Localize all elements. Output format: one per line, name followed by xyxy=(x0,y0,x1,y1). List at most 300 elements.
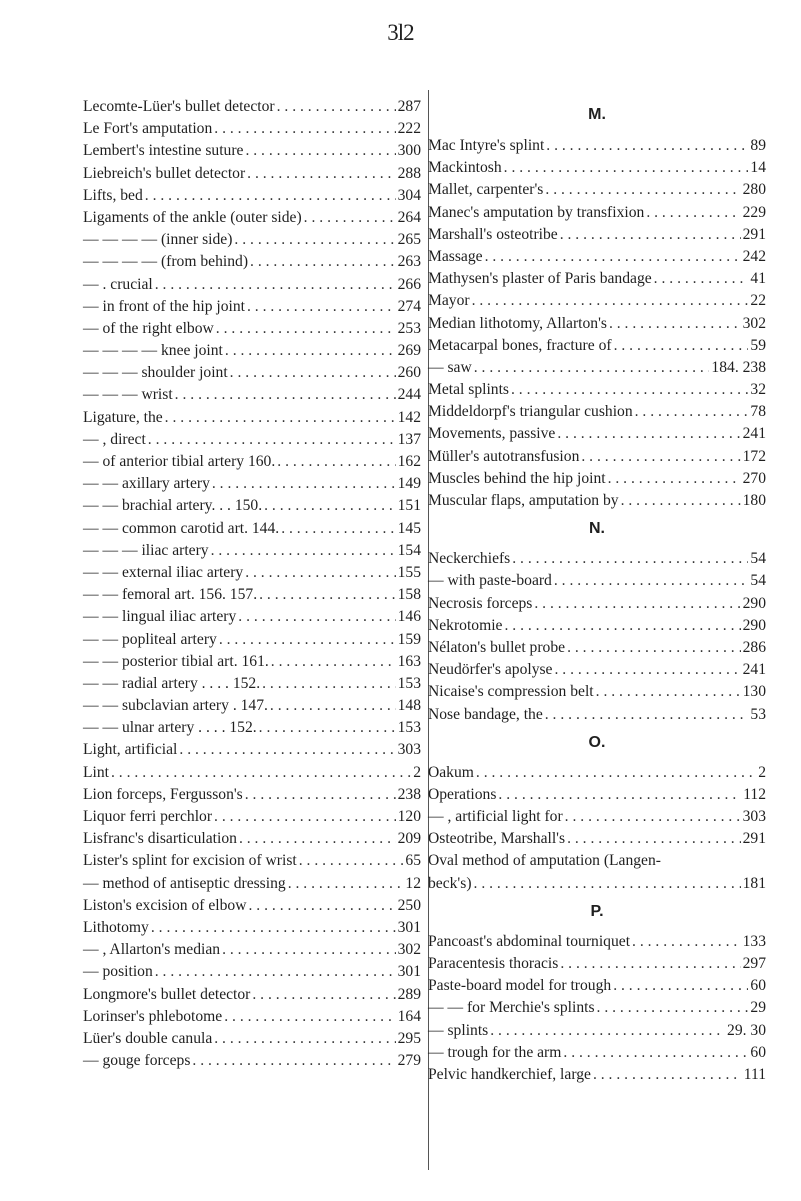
index-entry xyxy=(83,207,421,229)
dot-leader xyxy=(560,224,741,246)
index-page-ref: 250 xyxy=(397,896,421,914)
index-term: — of the right elbow xyxy=(83,319,214,337)
index-entry xyxy=(83,584,421,606)
index-term: — , Allarton's median xyxy=(83,941,221,959)
index-term: Middeldorpf's triangular cushion xyxy=(428,403,633,421)
index-entry xyxy=(83,828,421,850)
index-entry xyxy=(428,1064,766,1086)
index-entry xyxy=(83,895,421,917)
dot-leader xyxy=(264,495,395,517)
index-page-ref: 54 xyxy=(750,550,766,568)
index-entry xyxy=(428,873,766,895)
dot-leader xyxy=(192,1050,395,1072)
index-page-ref: 280 xyxy=(742,181,766,199)
index-entry xyxy=(83,917,421,939)
dot-leader xyxy=(247,296,396,318)
dot-leader xyxy=(271,651,396,673)
index-term: Lüer's double canula xyxy=(83,1029,213,1047)
index-entry xyxy=(428,637,766,659)
page-number: 3l2 xyxy=(387,20,414,45)
index-term: Mathysen's plaster of Paris bandage xyxy=(428,270,652,288)
index-page-ref: 142 xyxy=(397,408,421,426)
dot-leader xyxy=(238,606,395,628)
index-entry xyxy=(428,313,766,335)
index-term: Oval method of amputation (Langen- xyxy=(428,852,661,870)
index-entry xyxy=(83,274,421,296)
index-entry xyxy=(83,384,421,406)
dot-leader xyxy=(239,828,396,850)
index-page-ref: 264 xyxy=(397,208,421,226)
index-term: — splints xyxy=(428,1021,489,1039)
index-entry xyxy=(428,401,766,423)
index-term: Paracentesis thoracis xyxy=(428,955,559,972)
index-entry xyxy=(428,953,766,975)
index-term: — — external iliac artery xyxy=(83,563,244,581)
section-letter-heading: N. xyxy=(589,520,605,538)
dot-leader xyxy=(646,202,740,224)
dot-leader xyxy=(245,784,396,806)
dot-leader xyxy=(545,704,749,726)
dot-leader xyxy=(252,984,395,1006)
dot-leader xyxy=(288,873,404,895)
index-page-ref: 297 xyxy=(742,955,766,972)
index-entry xyxy=(428,157,766,179)
index-entry xyxy=(428,997,766,1019)
index-entry xyxy=(428,290,766,312)
dot-leader xyxy=(245,562,395,584)
dot-leader xyxy=(534,593,740,615)
index-entry xyxy=(83,229,421,251)
index-page-ref: 304 xyxy=(397,186,421,204)
index-term: Neckerchiefs xyxy=(428,550,511,568)
dot-leader xyxy=(635,401,749,423)
index-term: Movements, passive xyxy=(428,425,556,443)
index-entry xyxy=(83,850,421,872)
index-entry xyxy=(428,931,766,953)
index-term: Paste-board model for trough xyxy=(428,977,612,995)
dot-leader xyxy=(581,446,740,468)
index-page-ref: 301 xyxy=(397,963,421,981)
index-term: Metacarpal bones, fracture of xyxy=(428,336,612,354)
index-term: — saw xyxy=(428,358,472,376)
index-term: Nélaton's bullet probe xyxy=(428,638,566,656)
dot-leader xyxy=(609,313,741,335)
index-page-ref: 260 xyxy=(397,364,421,382)
dot-leader xyxy=(111,762,411,784)
index-page-ref: 29. 30 xyxy=(727,1021,766,1039)
index-entry xyxy=(428,704,766,726)
index-entry xyxy=(83,806,421,828)
index-page-ref: 270 xyxy=(742,469,766,487)
index-term: Lisfranc's disarticulation xyxy=(83,830,237,848)
index-entry xyxy=(428,423,766,445)
index-entry xyxy=(83,451,421,473)
dot-leader xyxy=(560,953,740,975)
index-page-ref: 290 xyxy=(742,594,766,612)
dot-leader xyxy=(225,340,396,362)
dot-leader xyxy=(621,490,741,512)
dot-leader xyxy=(155,961,396,983)
dot-leader xyxy=(277,96,396,118)
index-page-ref: 164 xyxy=(397,1007,421,1025)
dot-leader xyxy=(216,318,396,340)
index-term: — , direct xyxy=(83,430,146,448)
index-entry xyxy=(83,651,421,673)
index-entry xyxy=(83,340,421,362)
index-page-ref: 153 xyxy=(397,719,421,737)
index-term: — — lingual iliac artery xyxy=(83,608,237,626)
index-page-ref: 279 xyxy=(397,1052,421,1070)
dot-leader xyxy=(632,931,741,953)
index-term: — — for Merchie's splints xyxy=(428,999,595,1017)
dot-leader xyxy=(250,251,396,273)
index-term: Mackintosh xyxy=(428,159,502,177)
index-page-ref: 32 xyxy=(750,381,766,399)
dot-leader xyxy=(557,423,740,445)
index-entry xyxy=(83,562,421,584)
dot-leader xyxy=(504,157,749,179)
index-entry xyxy=(428,446,766,468)
index-entry xyxy=(83,96,421,118)
index-term: Massage xyxy=(428,247,483,265)
dot-leader xyxy=(554,570,749,592)
index-page-ref: 242 xyxy=(742,247,766,265)
dot-leader xyxy=(476,762,756,784)
index-page-ref: 41 xyxy=(750,270,766,288)
index-entry xyxy=(83,429,421,451)
index-page-ref: 303 xyxy=(397,741,421,759)
section-letter-heading: M. xyxy=(588,106,606,123)
index-term: Nicaise's compression belt xyxy=(428,683,594,701)
index-page-ref: 111 xyxy=(743,1065,766,1083)
index-term: Nekrotomie xyxy=(428,616,503,634)
index-entry xyxy=(83,140,421,162)
dot-leader xyxy=(474,357,710,379)
index-entry xyxy=(428,468,766,490)
index-term: Metal splints xyxy=(428,381,509,399)
index-term: — position xyxy=(83,963,153,981)
dot-leader xyxy=(148,429,396,451)
dot-leader xyxy=(249,895,396,917)
index-entry xyxy=(83,251,421,273)
dot-leader xyxy=(608,468,741,490)
index-term: — — subclavian artery . 147. xyxy=(83,697,268,715)
index-entry xyxy=(428,135,766,157)
index-page-ref: 120 xyxy=(397,808,421,825)
index-entry xyxy=(428,1020,766,1042)
index-page-ref: 148 xyxy=(397,697,421,715)
index-term: Light, artificial xyxy=(83,741,178,759)
index-page-ref: 60 xyxy=(750,977,766,995)
index-entry xyxy=(428,828,766,850)
index-entry xyxy=(428,681,766,703)
index-page-ref: 291 xyxy=(742,830,766,848)
left-index-column xyxy=(83,96,421,1072)
index-term: Lecomte-Lüer's bullet detector xyxy=(83,98,275,115)
index-entry xyxy=(428,490,766,512)
dot-leader xyxy=(614,335,749,357)
index-term: Necrosis forceps xyxy=(428,594,533,612)
index-page-ref: 29 xyxy=(750,999,766,1017)
index-entry xyxy=(428,762,766,784)
index-entry xyxy=(83,296,421,318)
dot-leader xyxy=(270,695,396,717)
index-entry xyxy=(83,606,421,628)
index-term: Lithotomy xyxy=(83,918,149,936)
index-page-ref: 241 xyxy=(742,425,766,443)
index-page-ref: 265 xyxy=(397,231,421,249)
index-page-ref: 300 xyxy=(397,142,421,160)
index-page-ref: 14 xyxy=(750,159,766,177)
index-page-ref: 137 xyxy=(397,430,421,448)
index-term: Mallet, carpenter's xyxy=(428,181,544,199)
dot-leader xyxy=(212,473,396,495)
index-term: Nose bandage, the xyxy=(428,705,543,723)
index-entry xyxy=(83,784,421,806)
index-term: Liston's excision of elbow xyxy=(83,896,247,914)
index-page-ref: 222 xyxy=(397,120,421,138)
index-entry xyxy=(83,762,421,784)
index-term: Le Fort's amputation xyxy=(83,120,213,138)
index-term: — — — iliac artery xyxy=(83,541,209,559)
index-term: Ligaments of the ankle (outer side) xyxy=(83,208,302,226)
dot-leader xyxy=(214,806,396,828)
dot-leader xyxy=(259,584,396,606)
index-page-ref: 12 xyxy=(405,874,421,892)
index-page-ref: 289 xyxy=(397,985,421,1003)
dot-leader xyxy=(567,828,741,850)
index-page-ref: 163 xyxy=(397,652,421,670)
index-page-ref: 78 xyxy=(750,403,766,421)
dot-leader xyxy=(214,1028,395,1050)
index-term: Liebreich's bullet detector xyxy=(83,164,246,182)
index-page-ref: 181 xyxy=(742,874,766,892)
index-page-ref: 154 xyxy=(397,541,421,559)
index-page-ref: 244 xyxy=(397,386,421,404)
index-page-ref: 159 xyxy=(397,630,421,648)
index-term: Neudörfer's apolyse xyxy=(428,661,553,679)
dot-leader xyxy=(165,407,396,429)
index-page-ref: 180 xyxy=(742,492,766,509)
dot-leader xyxy=(565,806,741,828)
index-page-ref: 153 xyxy=(397,674,421,692)
index-term: — gouge forceps xyxy=(83,1052,191,1070)
index-term: — of anterior tibial artery 160. xyxy=(83,453,276,470)
dot-leader xyxy=(151,917,396,939)
dot-leader xyxy=(504,615,740,637)
index-entry xyxy=(83,473,421,495)
index-page-ref: 295 xyxy=(397,1029,421,1047)
index-page-ref: 302 xyxy=(397,941,421,959)
dot-leader xyxy=(234,229,395,251)
dot-leader xyxy=(512,548,748,570)
index-page-ref: 162 xyxy=(397,453,421,470)
index-page-ref: 266 xyxy=(397,275,421,293)
index-term: — — posterior tibial art. 161. xyxy=(83,652,269,670)
index-page-ref: 59 xyxy=(750,336,766,354)
index-entry xyxy=(428,268,766,290)
index-page-ref: 303 xyxy=(742,808,766,826)
index-page-ref: 172 xyxy=(742,447,766,465)
index-page-ref: 112 xyxy=(743,785,766,803)
index-term: Pancoast's abdominal tourniquet xyxy=(428,932,631,950)
index-entry xyxy=(83,540,421,562)
dot-leader xyxy=(613,975,748,997)
dot-leader xyxy=(485,246,741,268)
index-entry xyxy=(83,739,421,761)
index-page-ref: 288 xyxy=(397,164,421,182)
index-entry xyxy=(428,806,766,828)
index-page-ref: 241 xyxy=(742,661,766,679)
dot-leader xyxy=(222,939,396,961)
dot-leader xyxy=(596,681,741,703)
index-page-ref: 145 xyxy=(397,519,421,537)
section-letter-heading: O. xyxy=(588,733,606,751)
index-term: Osteotribe, Marshall's xyxy=(428,830,566,848)
index-entry xyxy=(428,593,766,615)
index-term: — — — shoulder joint xyxy=(83,364,228,382)
index-page-ref: 149 xyxy=(397,475,421,493)
index-term: Lembert's intestine suture xyxy=(83,142,244,160)
dot-leader xyxy=(563,1042,748,1064)
index-entry xyxy=(83,407,421,429)
dot-leader xyxy=(214,118,395,140)
index-page-ref: 54 xyxy=(750,572,766,590)
index-term: — trough for the arm xyxy=(428,1043,562,1061)
index-entry xyxy=(428,975,766,997)
index-term: Operations xyxy=(428,785,497,803)
index-page-ref: 133 xyxy=(742,932,766,950)
index-term: Mac Intyre's splint xyxy=(428,137,545,154)
index-entry xyxy=(428,202,766,224)
index-term: Muscles behind the hip joint xyxy=(428,469,606,487)
index-page-ref: 238 xyxy=(397,785,421,803)
index-entry xyxy=(428,246,766,268)
index-page-ref: 2 xyxy=(413,763,421,781)
dot-leader xyxy=(567,637,741,659)
index-term: — — axillary artery xyxy=(83,475,210,493)
index-entry xyxy=(83,695,421,717)
index-term: Liquor ferri perchlor xyxy=(83,808,213,825)
dot-leader xyxy=(179,739,395,761)
dot-leader xyxy=(277,451,395,473)
index-page-ref: 184. 238 xyxy=(711,358,766,376)
index-entry xyxy=(428,335,766,357)
index-term: Lint xyxy=(83,763,109,781)
dot-leader xyxy=(145,185,396,207)
index-entry xyxy=(428,1042,766,1064)
index-term: — with paste-board xyxy=(428,572,552,590)
dot-leader xyxy=(472,290,749,312)
dot-leader xyxy=(299,850,404,872)
index-entry xyxy=(83,185,421,207)
index-term: Longmore's bullet detector xyxy=(83,985,251,1003)
index-term: — — ulnar artery . . . . 152. xyxy=(83,719,257,737)
index-entry xyxy=(83,984,421,1006)
dot-leader xyxy=(245,140,395,162)
index-entry xyxy=(83,118,421,140)
index-entry xyxy=(428,850,766,872)
index-term: — in front of the hip joint xyxy=(83,297,245,315)
index-entry xyxy=(83,495,421,517)
index-entry xyxy=(83,629,421,651)
index-page-ref: 269 xyxy=(397,342,421,360)
index-term: Lion forceps, Fergusson's xyxy=(83,785,243,803)
index-page-ref: 53 xyxy=(750,705,766,723)
index-entry xyxy=(428,784,766,806)
index-entry xyxy=(83,673,421,695)
index-term: — method of antiseptic dressing xyxy=(83,874,286,892)
index-entry xyxy=(428,570,766,592)
index-entry xyxy=(428,179,766,201)
index-term: Lister's splint for excision of wrist xyxy=(83,852,297,870)
index-entry xyxy=(83,518,421,540)
section-letter-heading: P. xyxy=(590,902,604,920)
dot-leader xyxy=(230,362,396,384)
index-entry xyxy=(83,318,421,340)
index-entry xyxy=(83,1050,421,1072)
dot-leader xyxy=(155,274,396,296)
index-entry xyxy=(83,1006,421,1028)
dot-leader xyxy=(211,540,396,562)
index-term: Lorinser's phlebotome xyxy=(83,1007,223,1025)
index-page-ref: 146 xyxy=(397,608,421,626)
index-term: Muscular flaps, amputation by xyxy=(428,492,619,509)
index-page-ref: 263 xyxy=(397,253,421,271)
dot-leader xyxy=(175,384,396,406)
index-term: Marshall's osteotribe xyxy=(428,225,558,243)
index-term: Oakum xyxy=(428,763,474,781)
index-term: Lifts, bed xyxy=(83,186,143,204)
dot-leader xyxy=(219,629,396,651)
index-term: beck's) xyxy=(428,874,472,892)
index-term: — — — — (inner side) xyxy=(83,231,233,249)
index-entry xyxy=(428,357,766,379)
index-term: — — radial artery . . . . 152. xyxy=(83,674,261,692)
index-page-ref: 253 xyxy=(397,319,421,337)
index-page-ref: 287 xyxy=(397,98,421,115)
dot-leader xyxy=(224,1006,395,1028)
index-entry xyxy=(83,873,421,895)
index-entry xyxy=(428,548,766,570)
right-index-column xyxy=(428,96,766,1086)
index-page-ref: 65 xyxy=(405,852,421,870)
index-term: Müller's autotransfusion xyxy=(428,447,580,465)
dot-leader xyxy=(554,659,740,681)
dot-leader xyxy=(511,379,748,401)
index-page-ref: 229 xyxy=(742,203,766,221)
index-entry xyxy=(428,379,766,401)
dot-leader xyxy=(474,873,741,895)
index-page-ref: 89 xyxy=(750,137,766,154)
index-entry xyxy=(83,163,421,185)
index-term: Manec's amputation by transfixion xyxy=(428,203,645,221)
index-page-ref: 301 xyxy=(397,918,421,936)
index-term: — — brachial artery. . . 150. xyxy=(83,497,263,515)
index-term: — — common carotid art. 144. xyxy=(83,519,280,537)
index-page-ref: 151 xyxy=(397,497,421,515)
index-term: Ligature, the xyxy=(83,408,163,426)
dot-leader xyxy=(593,1064,742,1086)
index-term: Mayor xyxy=(428,292,470,310)
dot-leader xyxy=(597,997,749,1019)
index-term: — — popliteal artery xyxy=(83,630,217,648)
index-entry xyxy=(428,615,766,637)
index-term: — — — — (from behind) xyxy=(83,253,249,271)
index-term: — . crucial xyxy=(83,275,153,293)
index-entry xyxy=(428,224,766,246)
index-page-ref: 209 xyxy=(397,830,421,848)
